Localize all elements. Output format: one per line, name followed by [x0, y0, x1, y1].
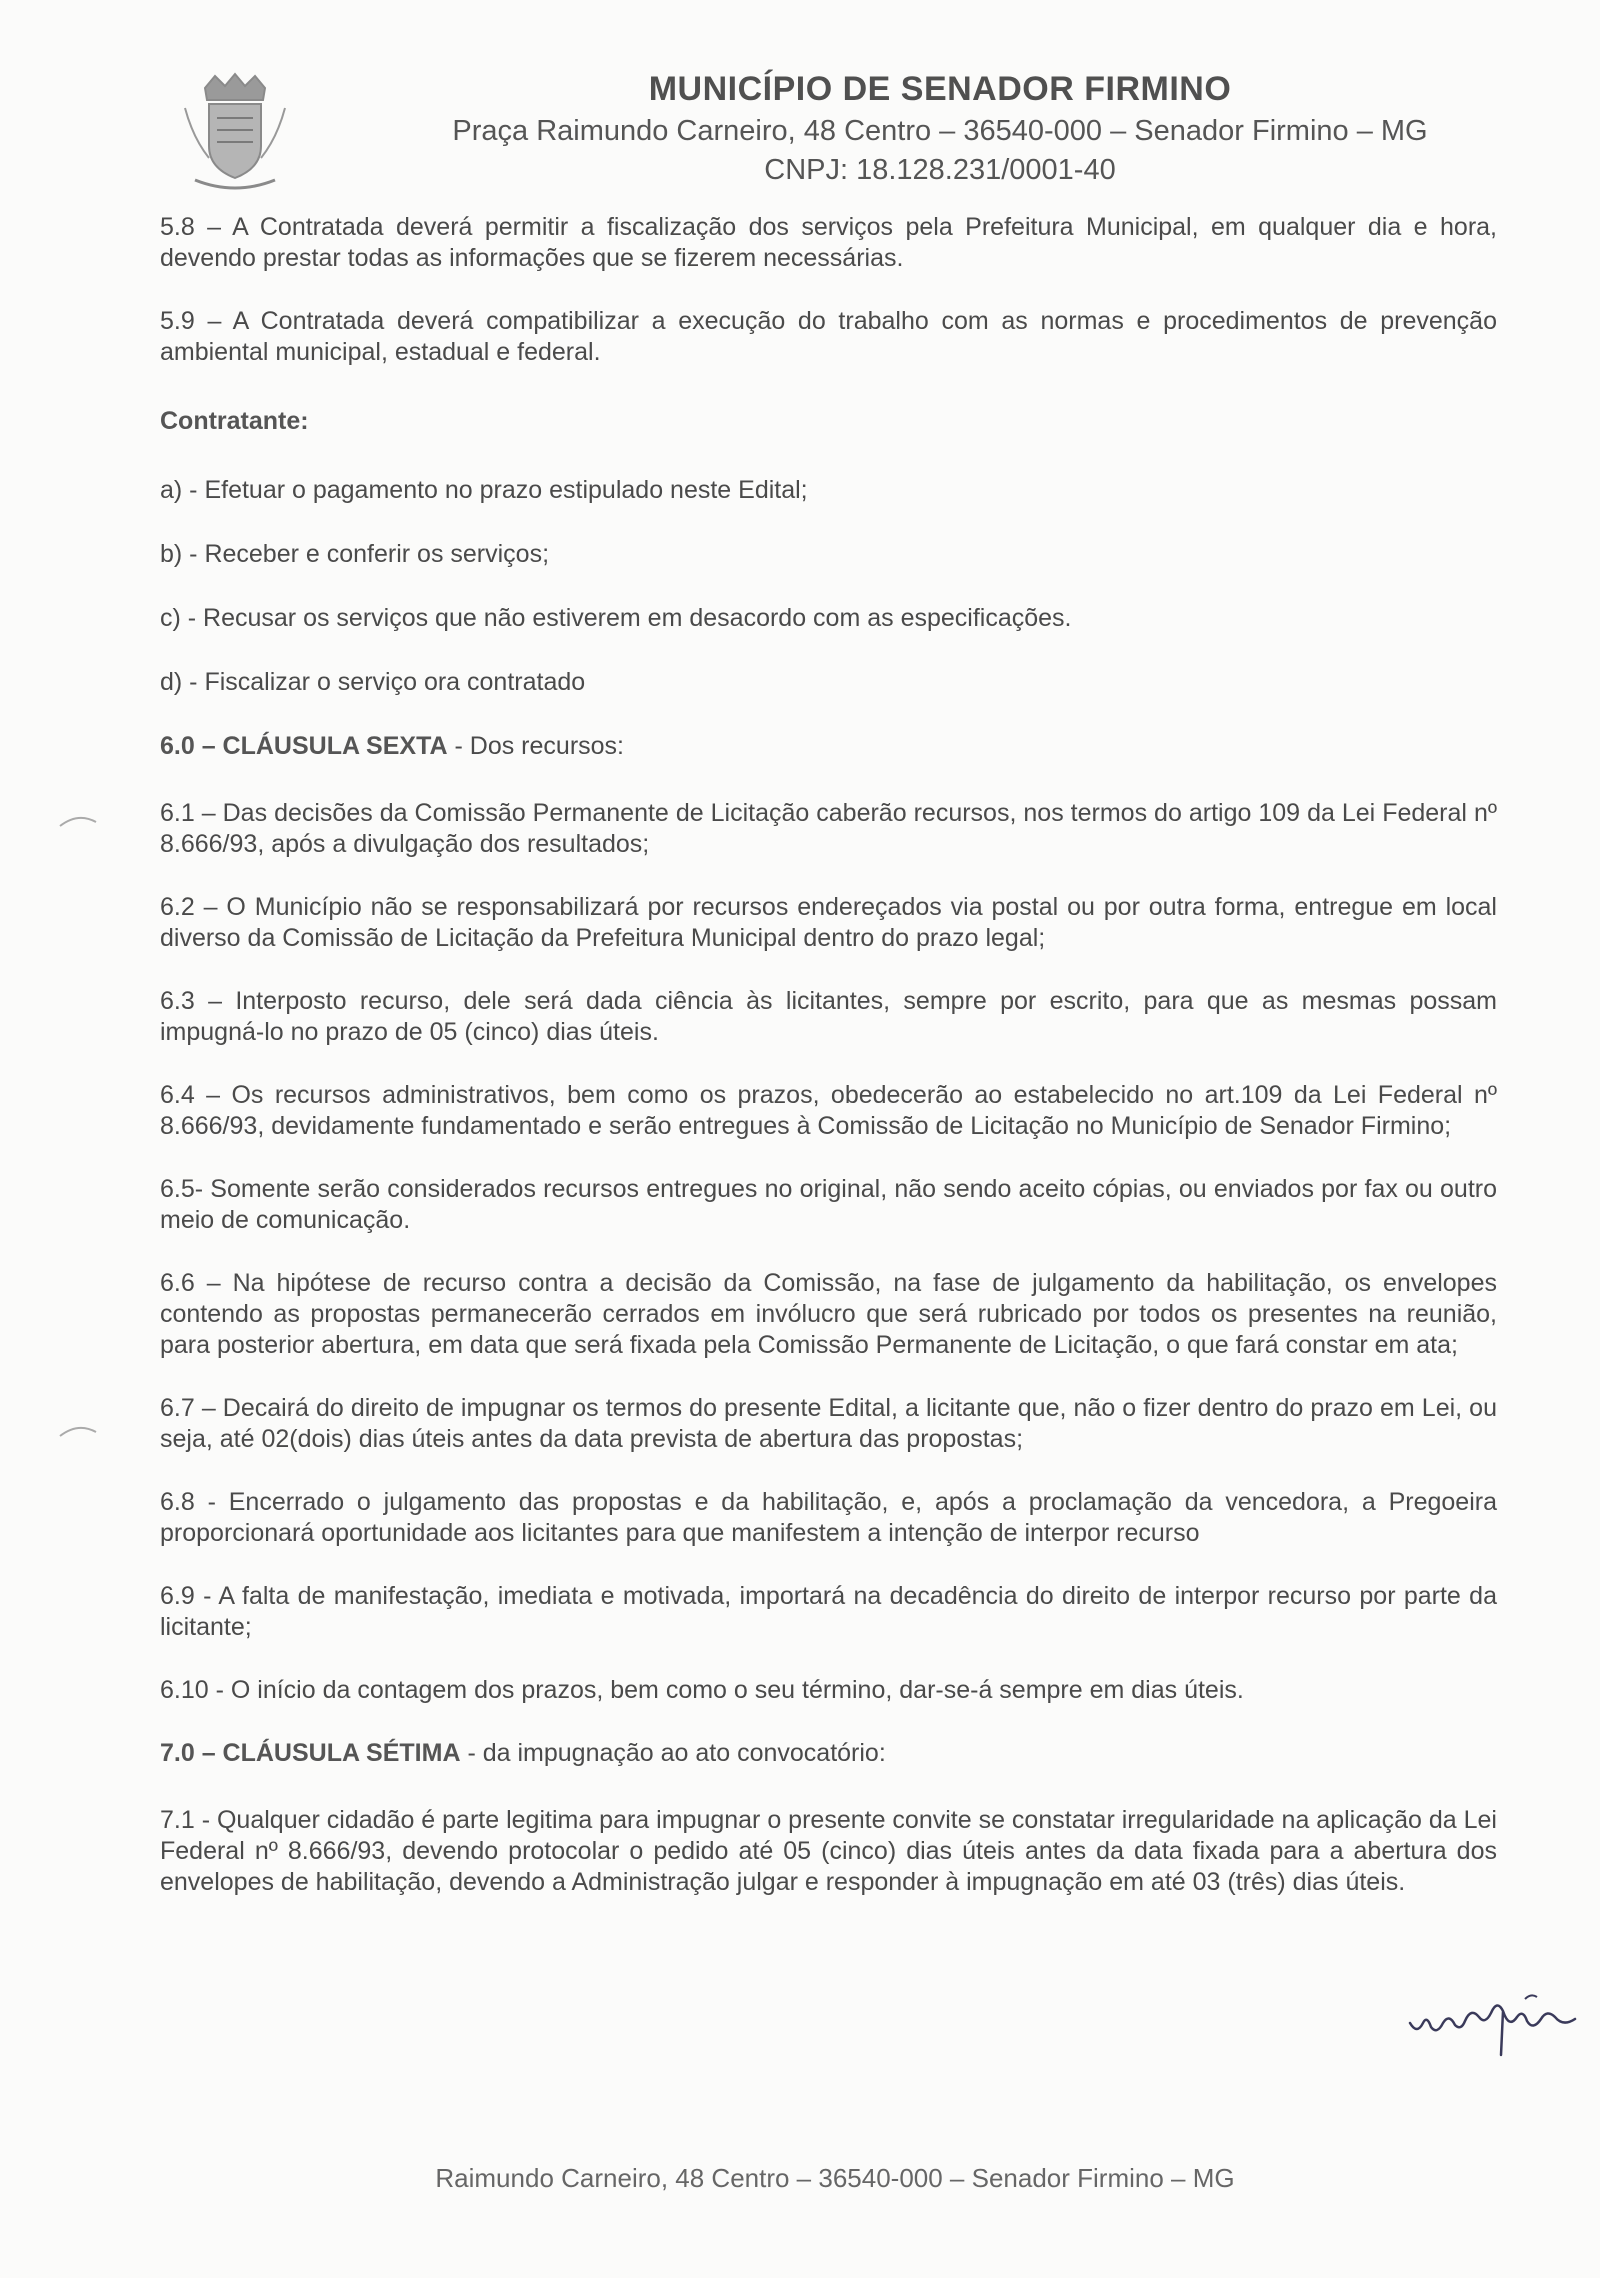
municipality-name: MUNICÍPIO DE SENADOR FIRMINO [648, 70, 1232, 108]
clause-7-number: 7.0 – CLÁUSULA SÉTIMA [160, 1739, 461, 1767]
contratante-item: d) - Fiscalizar o serviço ora contratado [160, 668, 586, 696]
handwritten-signature [1405, 1985, 1580, 2060]
letterhead [175, 60, 1505, 200]
clause-7-1: 7.1 - Qualquer cidadão é parte legitima para impugnar o presente convite se constatar irregularidade na aplicação da Lei Federal nº 8.666/93, devendo protocolar o pedido até 05 (cinco) dias úteis antes da data fixada para a abertura dos envelopes de habilitação, devendo a Administração julgar e responder à impugnação em até 03 (três) dias úteis. [160, 1806, 1497, 1896]
contratante-item: b) - Receber e conferir os serviços; [160, 540, 550, 568]
clause-6-8: 6.8 - Encerrado o julgamento das propostas e da habilitação, e, após a proclamação da vencedora, a Pregoeira proporcionará oportunidade aos licitantes para que manifestem a intenção de interpor recurso [160, 1488, 1497, 1547]
clause-6-2: 6.2 – O Município não se responsabilizará por recursos endereçados via postal ou por outra forma, entregue em local diverso da Comissão de Licitação da Prefeitura Municipal dentro do prazo legal; [160, 893, 1497, 952]
clause-6-7: 6.7 – Decairá do direito de impugnar os termos do presente Edital, a licitante que, não o fizer dentro do prazo em Lei, ou seja, até 02(dois) dias úteis antes da data prevista de abertura das propostas; [160, 1394, 1497, 1453]
clause-6-4: 6.4 – Os recursos administrativos, bem como os prazos, obedecerão ao estabelecido no art.109 da Lei Federal nº 8.666/93, devidamente fundamentado e serão entregues à Comissão de Licitação no Município de Senador Firmino; [160, 1081, 1497, 1140]
contratante-heading: Contratante: [160, 407, 309, 435]
clause-6-1: 6.1 – Das decisões da Comissão Permanente de Licitação caberão recursos, nos termos do artigo 109 da Lei Federal nº 8.666/93, após a divulgação dos resultados; [160, 799, 1497, 858]
document-body [160, 212, 1497, 1930]
contratante-item: a) - Efetuar o pagamento no prazo estipulado neste Edital; [160, 476, 808, 504]
clause-7-heading [160, 1738, 1497, 1769]
clause-6-10: 6.10 - O início da contagem dos prazos, bem como o seu término, dar-se-á sempre em dias úteis. [160, 1676, 1244, 1704]
contratante-item: c) - Recusar os serviços que não estiverem em desacordo com as especificações. [160, 604, 1072, 632]
clause-7-title: - da impugnação ao ato convocatório: [460, 1739, 886, 1767]
clause-6-3: 6.3 – Interposto recurso, dele será dada ciência às licitantes, sempre por escrito, para que as mesmas possam impugná-lo no prazo de 05 (cinco) dias úteis. [160, 987, 1497, 1046]
municipality-address: Praça Raimundo Carneiro, 48 Centro – 36540-000 – Senador Firmino – MG [452, 115, 1428, 147]
page-footer [0, 2163, 1600, 2194]
municipality-cnpj: CNPJ: 18.128.231/0001-40 [764, 154, 1116, 186]
margin-punch-mark [58, 1420, 98, 1440]
clause-6-number: 6.0 – CLÁUSULA SEXTA [160, 732, 448, 760]
clause-6-5: 6.5- Somente serão considerados recursos entregues no original, não sendo aceito cópias, ou enviados por fax ou outro meio de comunicação. [160, 1175, 1497, 1234]
clause-6-9: 6.9 - A falta de manifestação, imediata e motivada, importará na decadência do direito de interpor recurso por parte da licitante; [160, 1582, 1497, 1641]
footer-address: Raimundo Carneiro, 48 Centro – 36540-000 – Senador Firmino – MG [435, 2163, 1235, 2193]
clause-5-8: 5.8 – A Contratada deverá permitir a fiscalização dos serviços pela Prefeitura Municipal, em qualquer dia e hora, devendo prestar todas as informações que se fizerem necessárias. [160, 213, 1497, 272]
clause-6-heading [160, 731, 1497, 762]
letterhead-text [375, 60, 1505, 187]
margin-punch-mark [58, 810, 98, 830]
clause-6-title: - Dos recursos: [447, 732, 624, 760]
municipal-crest-icon [175, 68, 295, 198]
clause-6-6: 6.6 – Na hipótese de recurso contra a decisão da Comissão, na fase de julgamento da habilitação, os envelopes contendo as propostas permanecerão cerrados em invólucro que será rubricado por todos os presentes na reunião, para posterior abertura, em data que será fixada pela Comissão Permanente de Licitação, o que fará constar em ata; [160, 1269, 1497, 1359]
clause-5-9: 5.9 – A Contratada deverá compatibilizar a execução do trabalho com as normas e procedimentos de prevenção ambiental municipal, estadual e federal. [160, 307, 1497, 366]
